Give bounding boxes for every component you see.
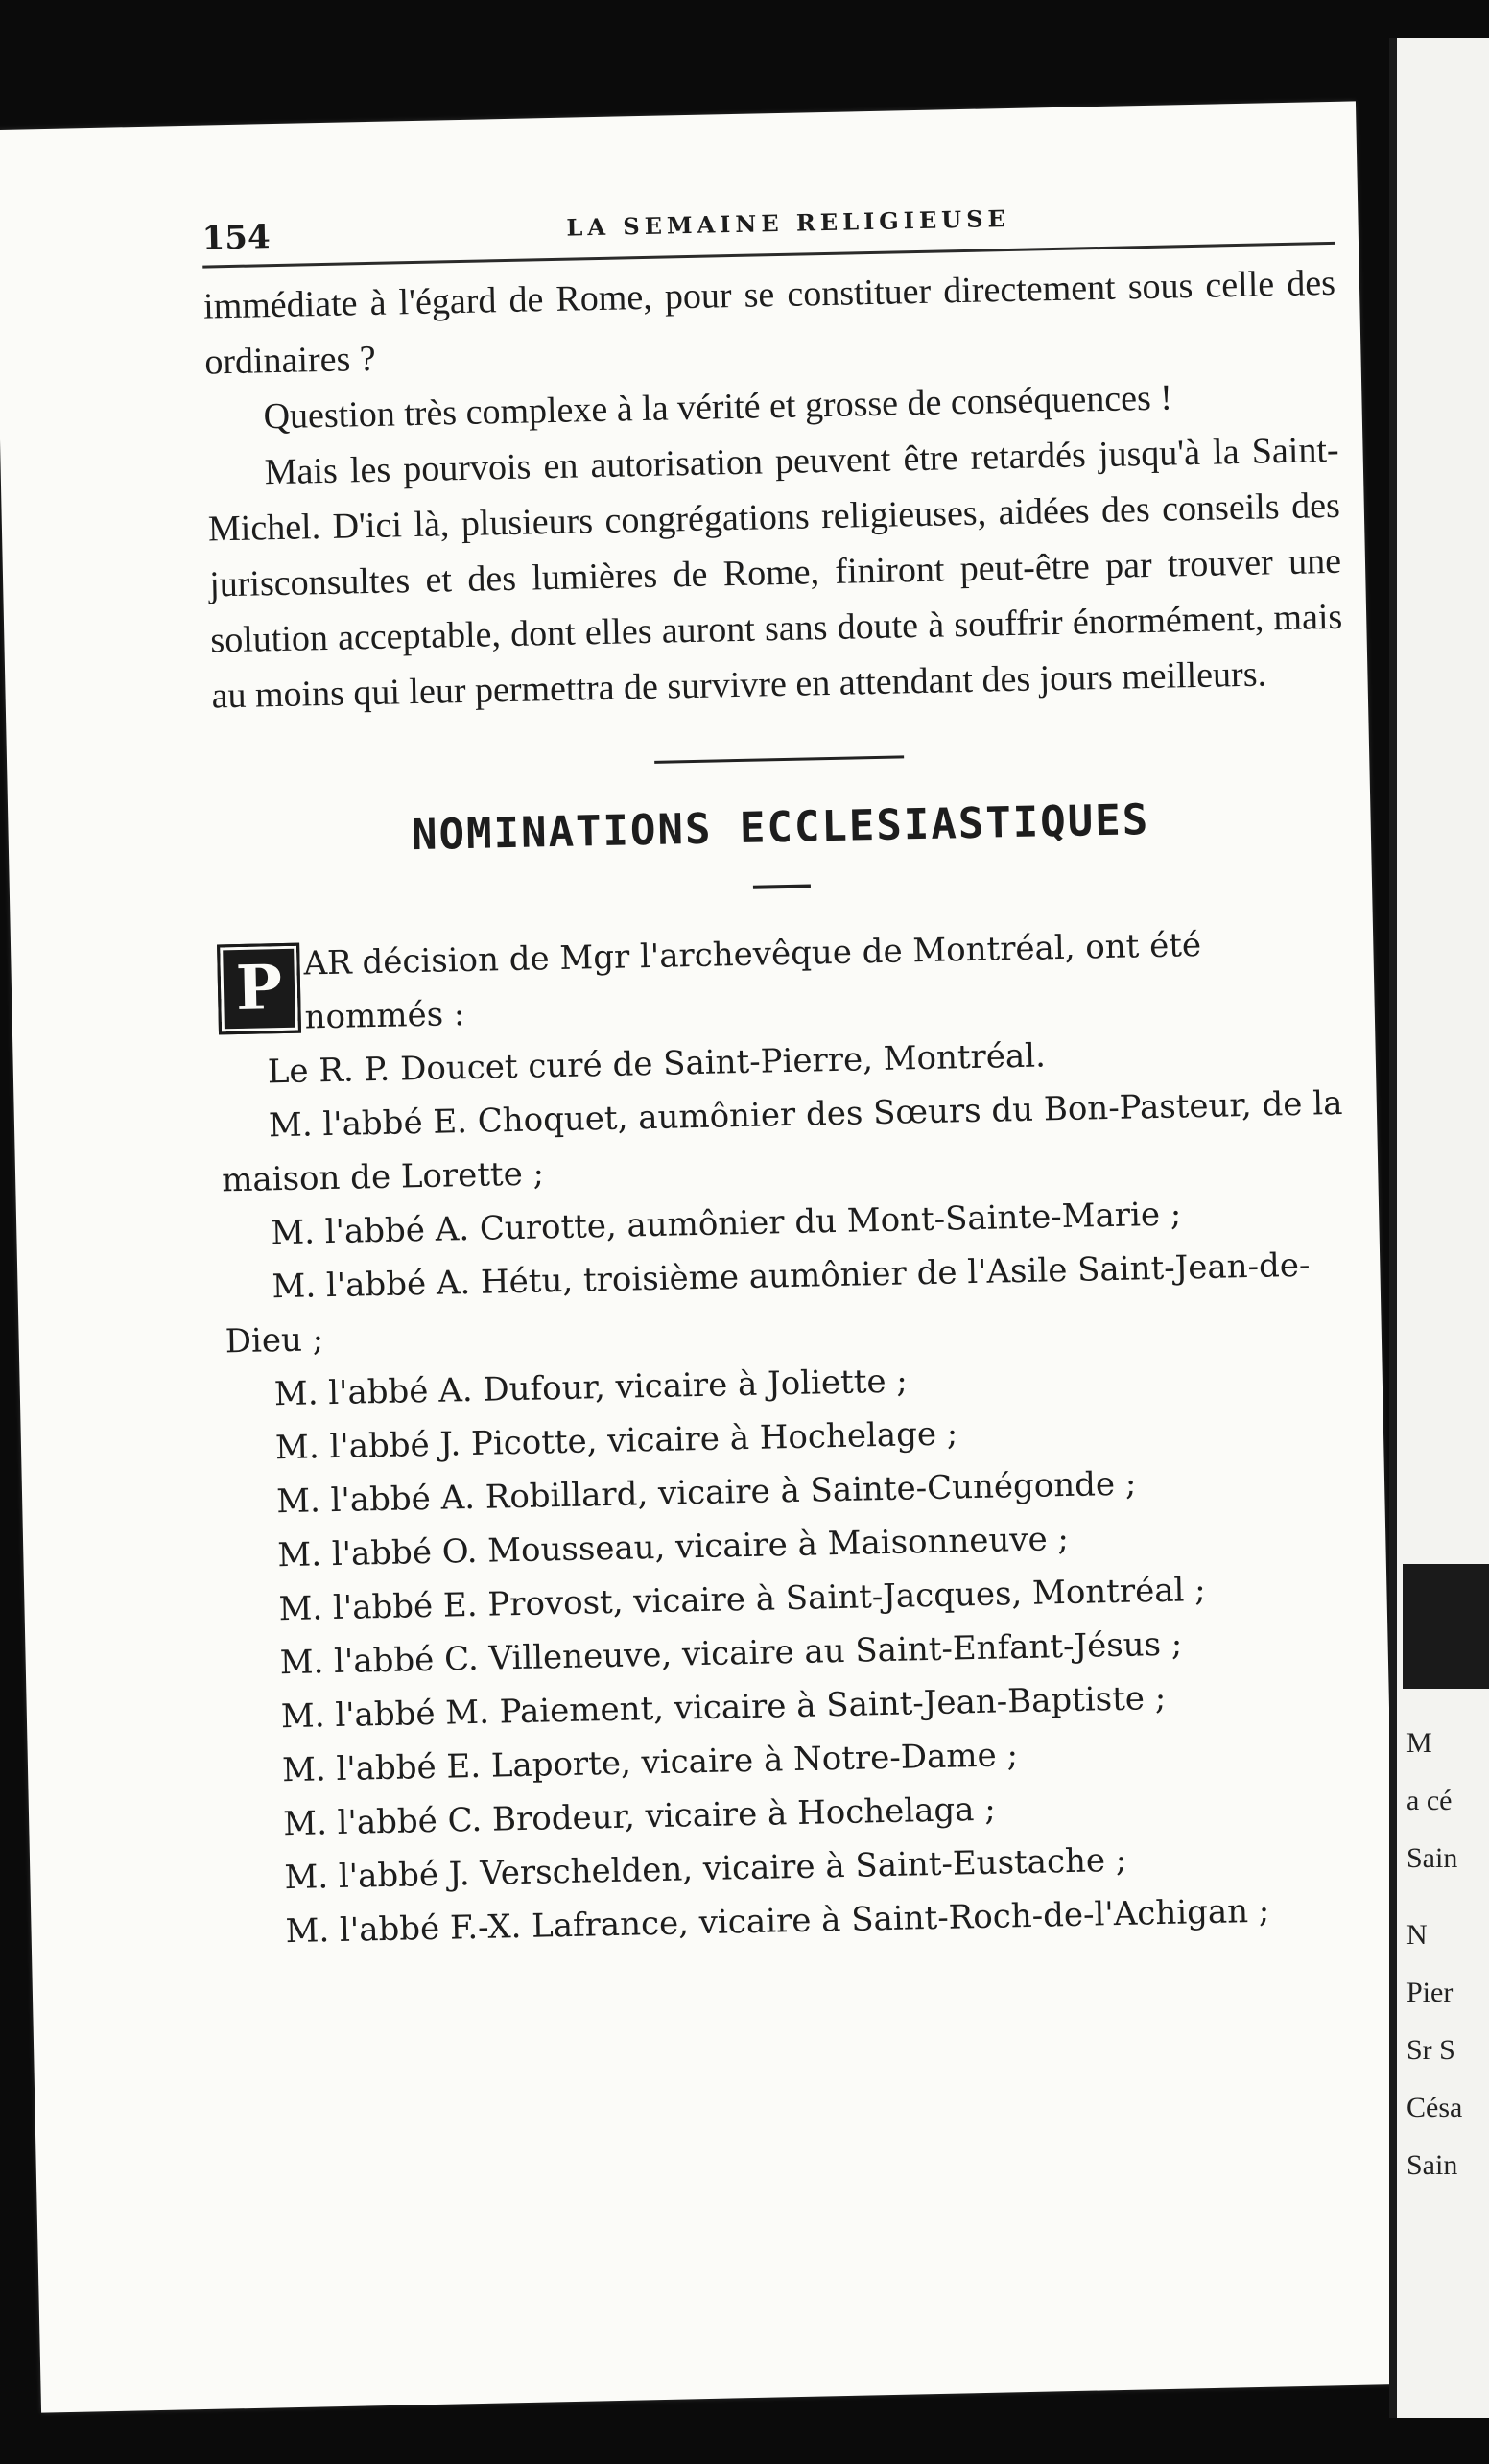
facing-text-fragment: a cé	[1406, 1785, 1453, 1816]
list-item: M. l'abbé F.-X. Lafrance, vicaire à Saint-Roch-de-l'Achigan ;	[285, 1891, 1270, 1952]
facing-text-fragment: M	[1406, 1727, 1432, 1759]
list-item: M. l'abbé A. Hétu, troisième aumônier de l'Asile Saint-Jean-de-Dieu ;	[225, 1245, 1311, 1362]
facing-text-fragment: Sr S	[1406, 2034, 1455, 2066]
section-divider	[654, 755, 904, 763]
list-item: M. l'abbé C. Villeneuve, vicaire au Saint-Enfant-Jésus ;	[279, 1624, 1183, 1683]
facing-text-fragment: Sain	[1406, 1842, 1458, 1874]
list-item: M. l'abbé E. Choquet, aumônier des Sœurs du Bon-Pasteur, de la maison de Lorette ;	[221, 1083, 1343, 1200]
list-item: M. l'abbé J. Picotte, vicaire à Hochelage ;	[274, 1414, 958, 1468]
section-title: NOMINATIONS ECCLESIASTIQUES	[411, 795, 1150, 861]
list-item: M. l'abbé O. Mousseau, vicaire à Maisonneuve ;	[277, 1519, 1070, 1576]
ornamental-drop-cap: P	[217, 943, 301, 1035]
book-page	[0, 101, 1404, 2412]
facing-drop-cap	[1403, 1564, 1489, 1689]
facing-page-edge	[1389, 38, 1489, 2418]
nominations-list	[217, 915, 1370, 1959]
paragraph: Question très complexe à la vérité et grosse de conséquences !	[263, 377, 1173, 438]
list-item: M. l'abbé E. Provost, vicaire à Saint-Jacques, Montréal ;	[278, 1571, 1207, 1629]
page-content	[201, 178, 1370, 1959]
list-item: M. l'abbé M. Paiement, vicaire à Saint-Jean-Baptiste ;	[280, 1678, 1167, 1737]
facing-text-fragment: Sain	[1406, 2149, 1458, 2181]
list-item: Le R. P. Doucet curé de Saint-Pierre, Montréal.	[267, 1036, 1047, 1092]
article-body	[203, 255, 1344, 724]
list-item: M. l'abbé E. Laporte, vicaire à Notre-Dame ;	[281, 1736, 1019, 1790]
facing-text-fragment: Césa	[1406, 2092, 1463, 2123]
list-item: M. l'abbé A. Curotte, aumônier du Mont-Sainte-Marie ;	[270, 1195, 1182, 1253]
title-underline	[753, 884, 811, 888]
list-item: M. l'abbé A. Dufour, vicaire à Joliette ;	[273, 1362, 909, 1414]
intro-text: AR décision de Mgr l'archevêque de Montréal, ont été nommés :	[303, 925, 1202, 1037]
list-item: M. l'abbé C. Brodeur, vicaire à Hochelaga ;	[282, 1789, 997, 1844]
list-item: M. l'abbé A. Robillard, vicaire à Sainte-Cunégonde ;	[275, 1464, 1137, 1522]
facing-text-fragment: N	[1406, 1919, 1428, 1951]
paragraph: immédiate à l'égard de Rome, pour se constituer directement sous celle des ordinaires ?	[202, 262, 1336, 383]
facing-text-fragment: Pier	[1406, 1977, 1454, 2008]
list-item: M. l'abbé J. Verschelden, vicaire à Saint-Eustache ;	[284, 1840, 1127, 1898]
page-gutter	[1389, 38, 1397, 2418]
running-title: LA SEMAINE RELIGIEUSE	[566, 203, 1011, 242]
paragraph: Mais les pourvois en autorisation peuvent être retardés jusqu'à la Saint-Michel. D'ici là, plusieurs congrégations religieuses, aidées des conseils des jurisconsultes et des lumières de Rome, finiront peut-être par trouver une solution acceptable, dont elles auront sans doute à souffrir énormément, mais au moins qui leur permettra de survivre en attendant des jours meilleurs.	[207, 429, 1343, 717]
page-number: 154	[201, 218, 272, 258]
